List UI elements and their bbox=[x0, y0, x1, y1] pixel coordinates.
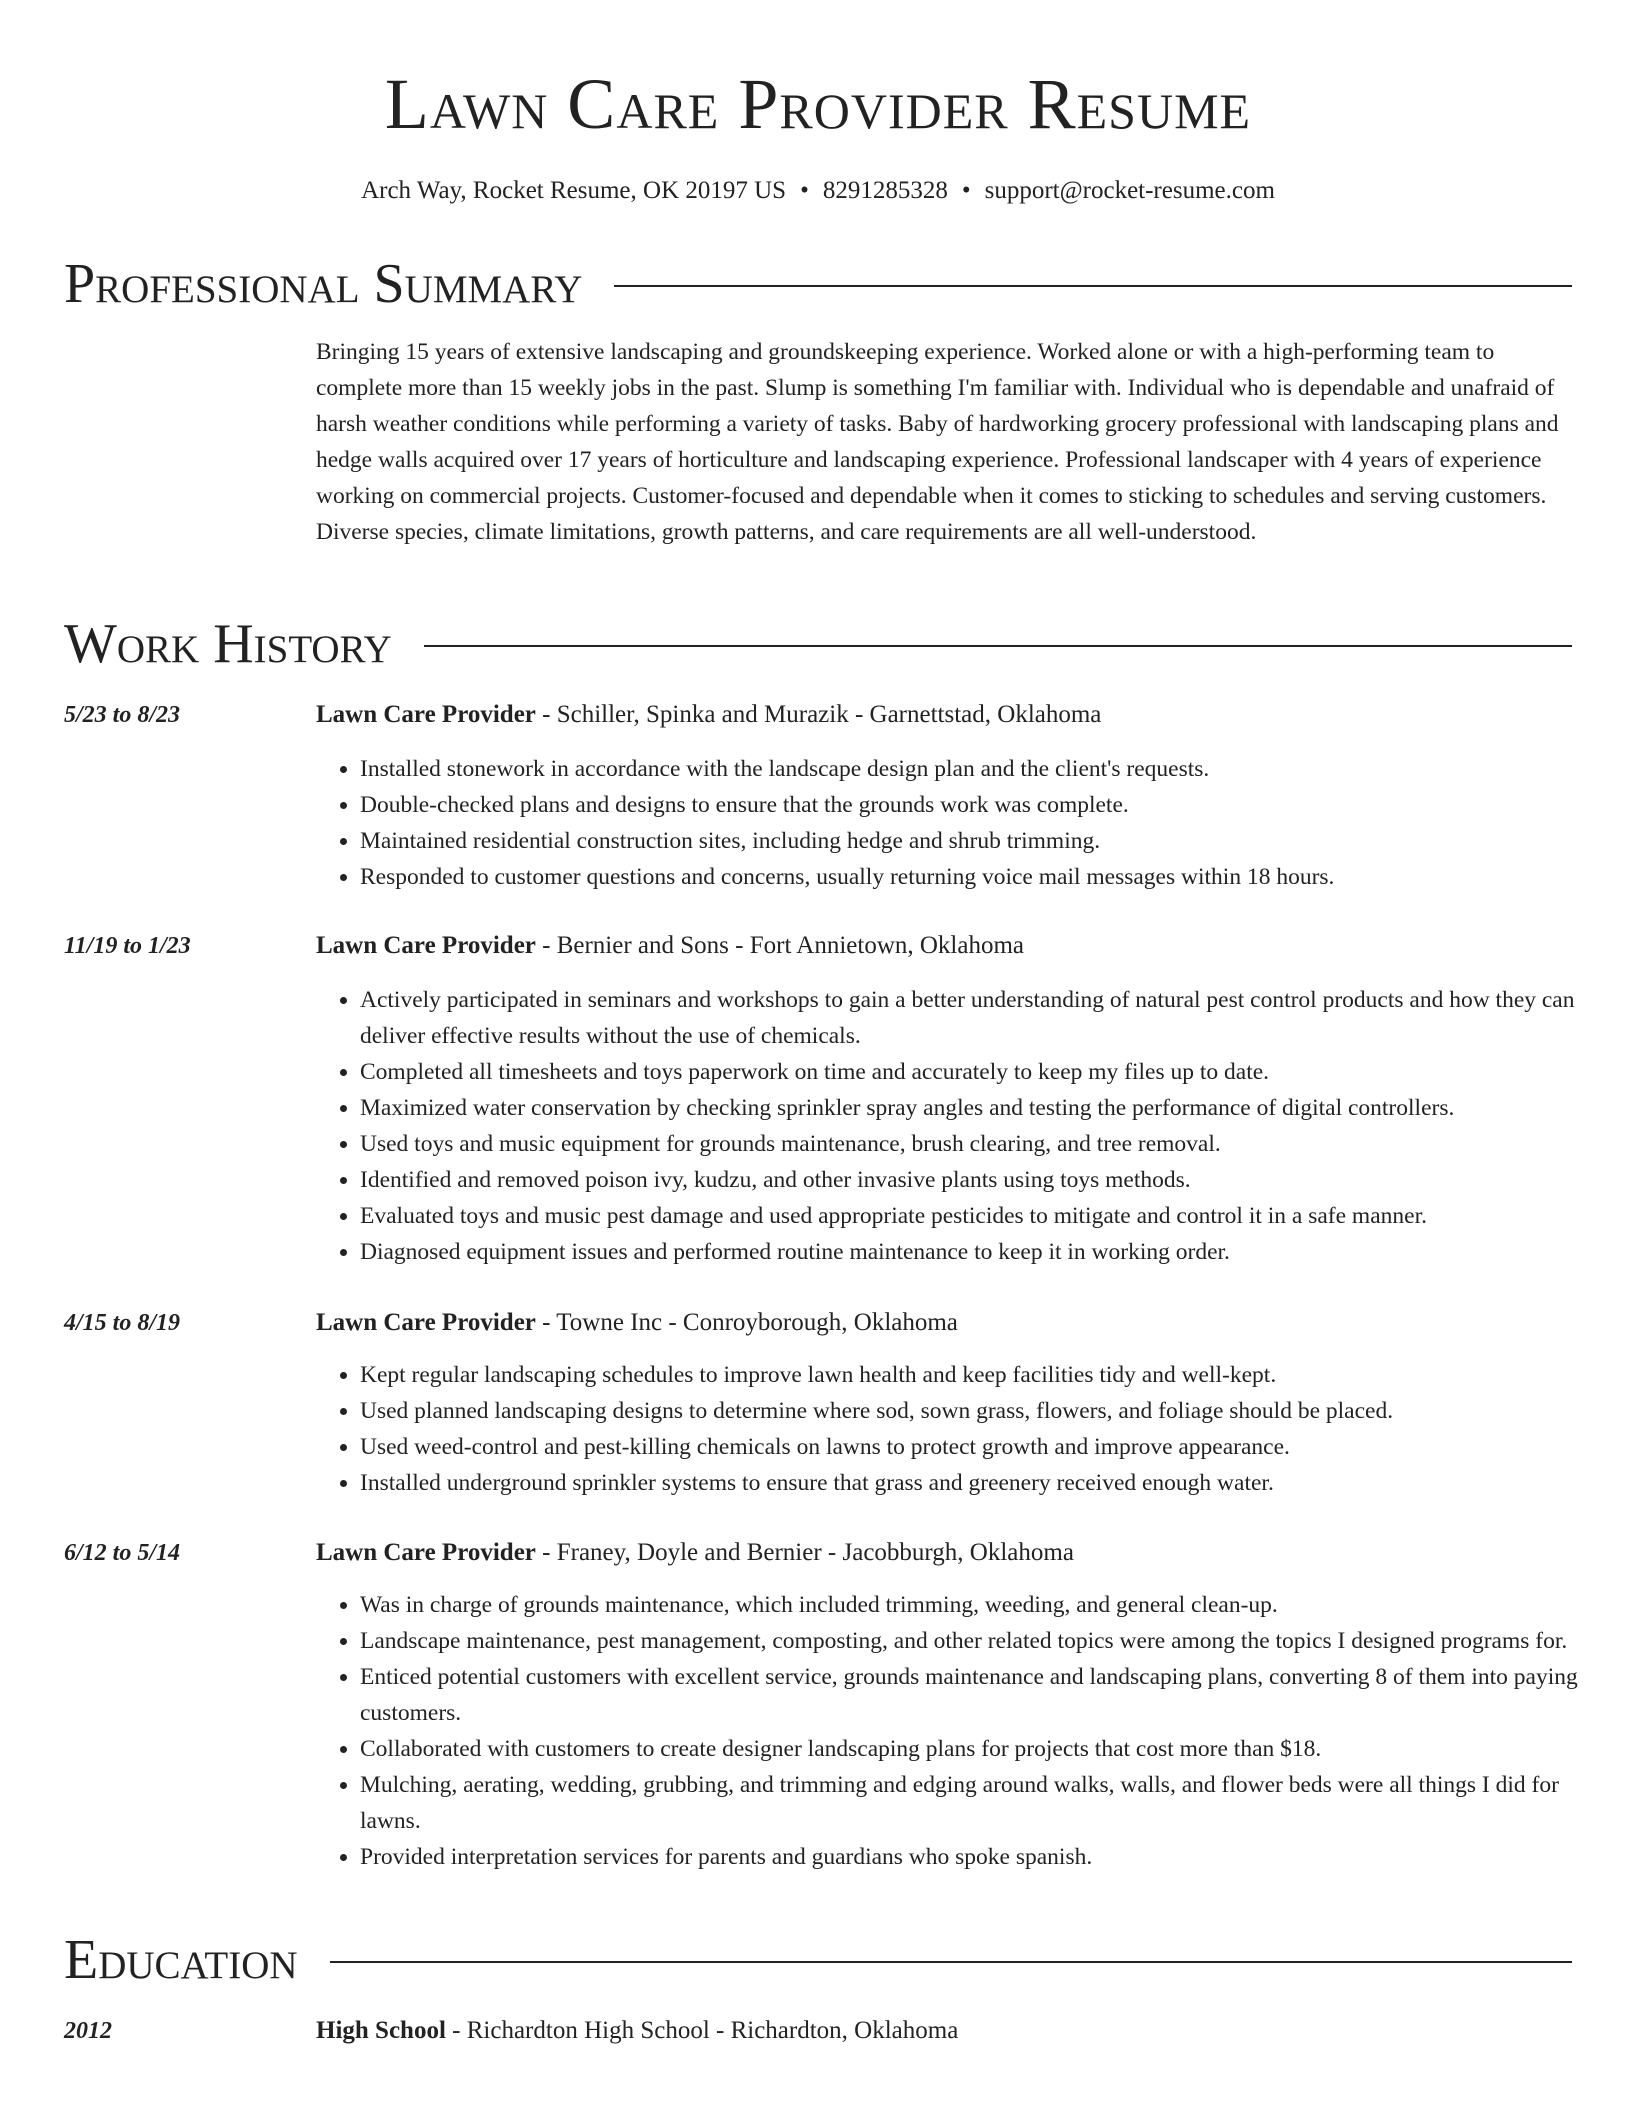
job-title: Lawn Care Provider bbox=[316, 1309, 536, 1336]
job-bullets bbox=[316, 982, 1616, 1270]
job-bullet: • Used toys and music equipment for grounds maintenance, brush clearing, and tree removal. bbox=[360, 1126, 1616, 1162]
section-title-work-history: Work History bbox=[64, 613, 392, 675]
section-divider bbox=[330, 1961, 1572, 1963]
contact-phone: 8291285328 bbox=[822, 177, 948, 204]
job-bullet: • Used planned landscaping designs to determine where sod, sown grass, flowers, and foliage should be placed. bbox=[360, 1393, 1616, 1429]
job-bullet: • Maintained residential construction sites, including hedge and shrub trimming. bbox=[360, 823, 1616, 859]
job-headline bbox=[316, 1535, 1074, 1571]
summary-text: Bringing 15 years of extensive landscaping and groundskeeping experience. Worked alone or with a high-performing team to complete more than 15 weekly jobs in the past. Slump is something I'm familiar with. Individual who is dependable and unafraid of harsh weather conditions while performing a variety of tasks. Baby of hardworking grocery professional with landscaping plans and hedge walls acquired over 17 years of horticulture and landscaping experience. Professional landscaper with 4 years of experience working on commercial projects. Customer-focused and dependable when it comes to sticking to schedules and serving customers. Diverse species, climate limitations, growth patterns, and care requirements are all well-understood. bbox=[316, 339, 1559, 545]
section-divider bbox=[424, 645, 1572, 647]
job-headline bbox=[316, 697, 1101, 733]
job-employer: - Franey, Doyle and Bernier - Jacobburgh, Oklahoma bbox=[535, 1539, 1074, 1566]
job-bullet: • Kept regular landscaping schedules to improve lawn health and keep facilities tidy and well-kept. bbox=[360, 1357, 1616, 1393]
job-bullet: • Was in charge of grounds maintenance, which included trimming, weeding, and general clean-up. bbox=[360, 1587, 1616, 1623]
job-bullet: • Completed all timesheets and toys paperwork on time and accurately to keep my files up to date. bbox=[360, 1054, 1616, 1090]
section-header-work-history bbox=[64, 612, 1572, 676]
job-dates: 5/23 to 8/23 bbox=[64, 702, 181, 728]
section-header-education bbox=[64, 1928, 1572, 1992]
job-title: Lawn Care Provider bbox=[316, 1539, 536, 1566]
job-bullet: • Enticed potential customers with excellent service, grounds maintenance and landscaping plans, converting 8 of them into paying customers. bbox=[360, 1659, 1616, 1731]
job-bullet: • Identified and removed poison ivy, kudzu, and other invasive plants using toys methods. bbox=[360, 1162, 1616, 1198]
job-bullets bbox=[316, 1357, 1616, 1501]
job-title: Lawn Care Provider bbox=[316, 932, 536, 959]
job-bullets bbox=[316, 751, 1616, 895]
job-headline bbox=[316, 1305, 958, 1341]
contact-address: Arch Way, Rocket Resume, OK 20197 US bbox=[361, 177, 787, 204]
job-dates: 11/19 to 1/23 bbox=[64, 933, 191, 959]
job-bullet: • Evaluated toys and music pest damage and used appropriate pesticides to mitigate and control it in a safe manner. bbox=[360, 1198, 1616, 1234]
job-bullet: • Installed stonework in accordance with the landscape design plan and the client's requests. bbox=[360, 751, 1616, 787]
contact-line bbox=[64, 174, 1572, 208]
job-dates: 4/15 to 8/19 bbox=[64, 1310, 181, 1336]
job-headline bbox=[316, 928, 1024, 964]
job-bullet: • Provided interpretation services for parents and guardians who spoke spanish. bbox=[360, 1839, 1616, 1875]
job-bullet: • Used weed-control and pest-killing chemicals on lawns to protect growth and improve appearance. bbox=[360, 1429, 1616, 1465]
section-title-summary: Professional Summary bbox=[64, 253, 583, 315]
education-headline bbox=[316, 2013, 958, 2049]
job-bullet: • Double-checked plans and designs to ensure that the grounds work was complete. bbox=[360, 787, 1616, 823]
job-employer: - Bernier and Sons - Fort Annietown, Oklahoma bbox=[535, 932, 1025, 959]
job-title: Lawn Care Provider bbox=[316, 701, 536, 728]
job-bullet: • Diagnosed equipment issues and performed routine maintenance to keep it in working order. bbox=[360, 1234, 1616, 1270]
job-bullet: • Landscape maintenance, pest management, composting, and other related topics were among the topics I designed programs for. bbox=[360, 1623, 1616, 1659]
contact-email: support@rocket-resume.com bbox=[984, 177, 1275, 204]
education-degree: High School bbox=[316, 2017, 446, 2044]
job-dates: 6/12 to 5/14 bbox=[64, 1540, 181, 1566]
education-school: - Richardton High School - Richardton, Oklahoma bbox=[445, 2017, 959, 2044]
job-bullet: • Collaborated with customers to create designer landscaping plans for projects that cost more than $18. bbox=[360, 1731, 1616, 1767]
job-bullet: • Actively participated in seminars and workshops to gain a better understanding of natural pest control products and how they can deliver effective results without the use of chemicals. bbox=[360, 982, 1616, 1054]
job-bullet: • Responded to customer questions and concerns, usually returning voice mail messages within 18 hours. bbox=[360, 859, 1616, 895]
job-employer: - Towne Inc - Conroyborough, Oklahoma bbox=[535, 1309, 958, 1336]
job-bullet: • Mulching, aerating, wedding, grubbing, and trimming and edging around walks, walls, and flower beds were all things I did for lawns. bbox=[360, 1767, 1616, 1839]
job-bullets bbox=[316, 1587, 1616, 1875]
job-bullet: • Installed underground sprinkler systems to ensure that grass and greenery received enough water. bbox=[360, 1465, 1616, 1501]
resume-title: Lawn Care Provider Resume bbox=[384, 64, 1252, 144]
job-employer: - Schiller, Spinka and Murazik - Garnettstad, Oklahoma bbox=[535, 701, 1102, 728]
contact-separator: • bbox=[961, 177, 971, 204]
contact-separator: • bbox=[800, 177, 809, 204]
job-bullet: • Maximized water conservation by checking sprinkler spray angles and testing the performance of digital controllers. bbox=[360, 1090, 1616, 1126]
education-year: 2012 bbox=[64, 2018, 112, 2044]
section-divider bbox=[614, 285, 1572, 287]
section-title-education: Education bbox=[64, 1929, 298, 1991]
section-header-summary bbox=[64, 252, 1572, 316]
